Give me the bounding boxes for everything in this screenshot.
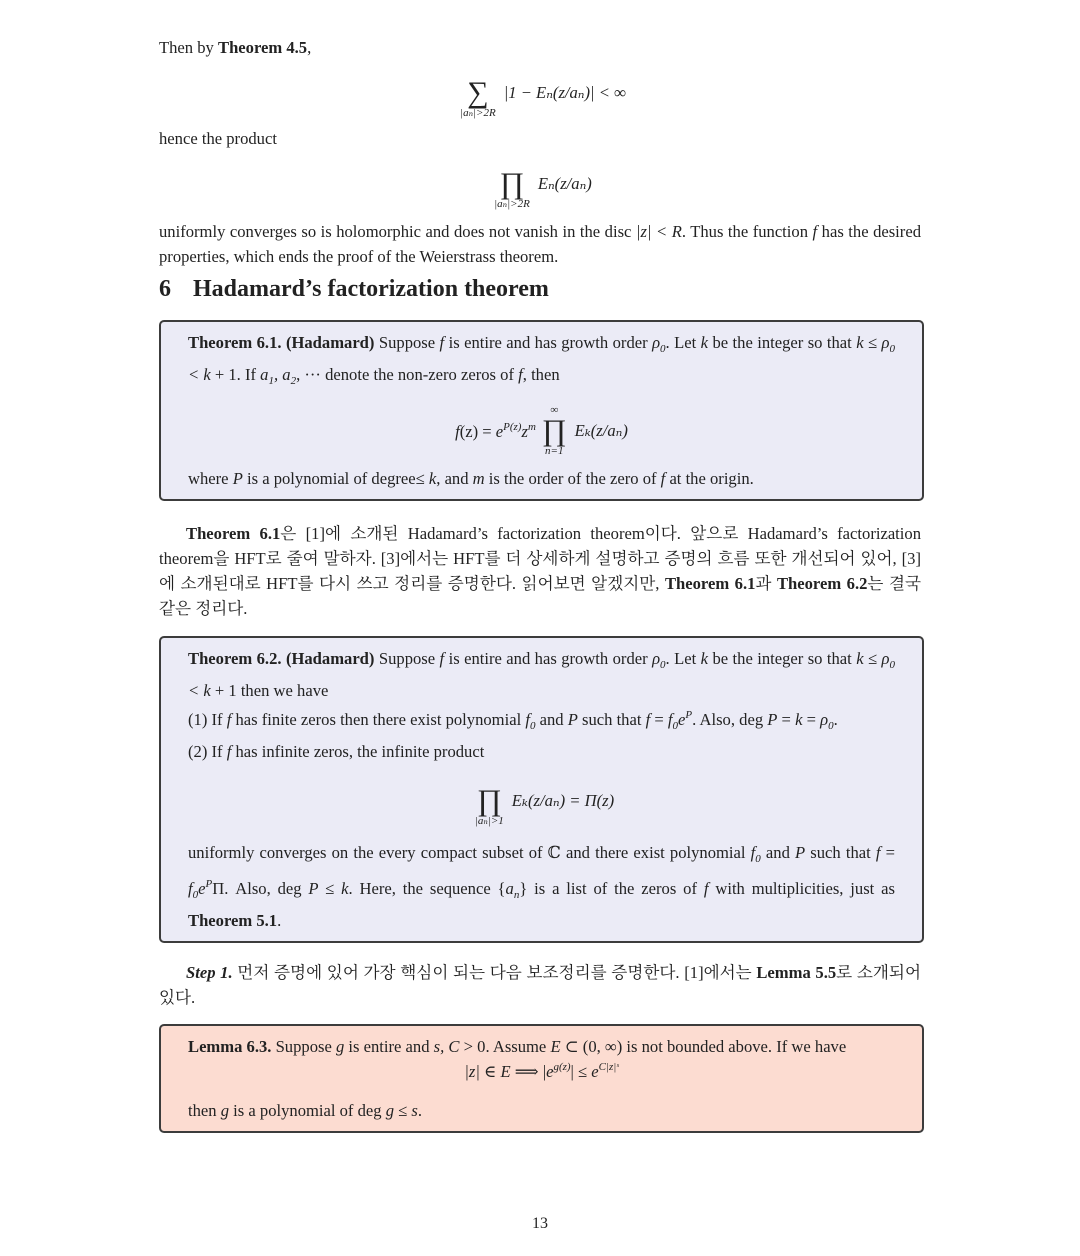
product-equation — [159, 157, 921, 211]
text-segment: (2) If — [188, 742, 227, 761]
operator-symbol: ∑ — [467, 76, 489, 109]
text-segment: is entire and has growth order — [444, 649, 653, 668]
text-segment: 로 소개되어 있다. — [159, 963, 921, 1007]
math-text: 0 — [529, 720, 536, 732]
theorem-6-1-equation — [188, 404, 895, 458]
text-segment: = — [802, 710, 821, 729]
text-segment: . Let — [665, 649, 701, 668]
math-text: < k — [188, 681, 211, 700]
text-segment: | ≤ — [570, 1062, 592, 1081]
theorem-6-1-conclusion — [188, 466, 895, 491]
math-text: P(z) — [503, 420, 522, 433]
text-segment: 는 결국 같은 정리다. — [159, 574, 922, 618]
math-text: k ≤ ρ — [856, 649, 890, 668]
intro-text-3 — [159, 219, 921, 269]
lemma-6-3-box — [159, 1024, 924, 1133]
text-segment: . Thus the function — [681, 222, 813, 241]
page-number: 13 — [532, 1215, 548, 1232]
lemma-6-3-implication — [464, 1061, 618, 1082]
text-segment: + 1. If — [210, 365, 261, 384]
math-text: k — [700, 333, 709, 352]
math-text: 0 — [889, 343, 896, 355]
math-text: n — [513, 889, 520, 901]
bold-text: Theorem 4.5 — [218, 38, 308, 57]
text-segment: . Also, deg — [692, 710, 768, 729]
equation-body: |1 − Eₙ(z/aₙ)| < ∞ — [503, 83, 626, 102]
section-title: Hadamard’s factorization theorem — [193, 276, 549, 302]
math-text: 0 — [660, 343, 666, 355]
lemma-6-3-statement — [188, 1034, 895, 1059]
math-text: a — [505, 879, 514, 898]
math-text: k ≤ ρ — [856, 333, 890, 352]
sum-equation — [159, 66, 921, 120]
math-text: |z| < R — [635, 222, 682, 241]
math-text: f — [518, 365, 523, 384]
math-text: e — [678, 710, 686, 729]
bold-text: Lemma 5.5 — [756, 963, 837, 982]
text-segment: } is a list of the zeros of — [519, 879, 704, 898]
text-segment: Suppose — [374, 649, 440, 668]
math-text: g — [335, 1037, 345, 1056]
math-text: 0 — [660, 659, 666, 671]
operator-limit-bottom: |aₙ|>2R — [494, 198, 530, 210]
math-text: m — [527, 420, 536, 433]
text-segment: ⊂ (0, ∞) is not bounded above. If we have — [560, 1037, 847, 1056]
bold-text: Theorem 6.1 — [664, 574, 756, 593]
bold-text: Theorem 5.1 — [188, 911, 278, 930]
theorem-6-2-case-2 — [188, 739, 895, 764]
product-operator — [494, 157, 530, 211]
math-text: 0 — [889, 659, 896, 671]
math-text: ρ — [652, 333, 661, 352]
text-segment: (1) If — [188, 710, 227, 729]
math-text: a — [260, 365, 269, 384]
text-segment: , and — [436, 469, 473, 488]
math-text: e — [495, 421, 504, 441]
math-text: P — [767, 710, 778, 729]
math-text: < k — [188, 365, 211, 384]
text-segment: has finite zeros then there exist polynomial — [231, 710, 526, 729]
math-text: e — [591, 1062, 599, 1081]
math-text: f — [455, 421, 460, 441]
operator-limit-bottom: n=1 — [545, 445, 564, 457]
text-segment: is a polynomial of degree≤ — [242, 469, 429, 488]
math-text: f — [645, 710, 651, 729]
text-segment: has infinite zeros, the infinite product — [231, 742, 485, 761]
theorem-6-2-box — [159, 636, 924, 943]
text-segment: be the integer so that — [708, 649, 857, 668]
text-segment: Suppose — [271, 1037, 336, 1056]
text-segment: Π. Also, deg — [212, 879, 309, 898]
operator-symbol: ∏ — [499, 167, 525, 200]
math-text: f — [439, 649, 445, 668]
text-segment: and — [535, 710, 568, 729]
text-segment: , then — [522, 365, 560, 384]
text-segment: Suppose — [374, 333, 440, 352]
text-segment: is entire and has growth order — [444, 333, 653, 352]
text-segment: is the order of the zero of — [484, 469, 661, 488]
operator-symbol: ∏ — [476, 784, 502, 817]
math-text: ρ — [652, 649, 661, 668]
math-text: , a — [273, 365, 291, 384]
math-text: e — [198, 879, 206, 898]
math-text: P — [232, 469, 243, 488]
equation-body: Eₖ(z/aₙ) = Π(z) — [511, 791, 615, 810]
korean-paragraph-block — [159, 521, 921, 621]
equation-body: Eₖ(z/aₙ) — [574, 421, 628, 440]
bold-text: Lemma 6.3. — [188, 1037, 272, 1056]
math-text: g — [220, 1101, 230, 1120]
lemma-6-3-conclusion — [188, 1098, 895, 1123]
theorem-6-2-conclusion — [188, 840, 895, 933]
text-segment: is a polynomial of deg — [229, 1101, 386, 1120]
math-text: z — [521, 421, 528, 441]
text-segment: . — [277, 911, 282, 930]
math-text: f — [812, 222, 818, 241]
math-text: 0 — [672, 720, 679, 732]
math-text: f — [525, 710, 530, 729]
math-text: g ≤ s — [385, 1101, 418, 1120]
equation-body: Eₙ(z/aₙ) — [537, 174, 592, 193]
text-segment: 먼저 증명에 있어 가장 핵심이 되는 다음 보조정리를 증명한다. [1]에서는 — [232, 963, 757, 982]
text-segment: such that — [805, 843, 876, 862]
math-text: s, C — [433, 1037, 460, 1056]
math-text: C|z|ˢ — [598, 1061, 619, 1073]
text-segment: 과 — [755, 574, 777, 593]
operator-symbol: ∏ — [541, 414, 567, 447]
text-segment: (z) = — [459, 421, 496, 441]
math-text: m — [472, 469, 485, 488]
bold-text: Step 1. — [186, 963, 233, 982]
math-text: f — [703, 879, 709, 898]
text-segment: 은 [1]에 소개된 Hadamard’s factorization theorem이다. 앞으로 Hadamard’s factorization theorem을 HFT로 줄여 말하자. [3]에서는 HFT를 더 상세하게 설명하고 증명의 흐름 또한 개선되어 있어, [3]에 소개된대로 HFT를 다시 쓰고 정리를 증명한다. 읽어보면 알겠지만, — [159, 524, 921, 593]
math-text: k — [795, 710, 803, 729]
math-text: P ≤ k — [308, 879, 349, 898]
math-text: P — [685, 709, 693, 721]
theorem-6-2-statement — [188, 646, 895, 703]
math-text: e — [546, 1062, 554, 1081]
math-text: P — [795, 843, 806, 862]
intro-text-2 — [159, 126, 921, 151]
text-segment: . Let — [665, 333, 701, 352]
text-segment: , — [307, 38, 312, 57]
math-text: 1 — [268, 375, 274, 387]
math-text: ρ — [820, 710, 829, 729]
math-text: f — [226, 742, 232, 761]
bold-text: Theorem 6.2 — [776, 574, 868, 593]
equation-lhs — [455, 421, 536, 442]
bold-text: Theorem 6.1 — [186, 524, 281, 543]
text-segment: has the desired properties, which ends the proof of the Weierstrass theorem. — [159, 222, 921, 266]
step-1-paragraph — [159, 960, 921, 1010]
theorem-6-2-equation — [188, 774, 895, 828]
text-segment: . — [833, 710, 838, 729]
math-text: 0 — [828, 720, 834, 732]
math-text: f — [660, 469, 666, 488]
text-segment: > 0. Assume — [459, 1037, 551, 1056]
text-segment: uniformly converges so is holomorphic and does not vanish in the disc — [159, 222, 636, 241]
section-heading — [159, 276, 549, 303]
lemma-6-3-equation — [188, 1061, 895, 1082]
text-segment: uniformly converges on the every compact subset of ℂ and there exist polynomial — [188, 843, 751, 862]
operator-limit-top: ∞ — [550, 404, 559, 416]
text-segment: where — [188, 469, 233, 488]
text-segment: Then by — [159, 38, 218, 57]
operator-limit-bottom: |aₙ|>1 — [474, 815, 504, 827]
text-segment: , ··· denote the non-zero zeros of — [296, 365, 519, 384]
step-1-block — [159, 960, 921, 1010]
text-segment: = — [880, 843, 895, 862]
korean-paragraph — [159, 521, 921, 621]
math-text: f — [750, 843, 756, 862]
text-segment: with multiplicities, just as — [708, 879, 895, 898]
math-text: P — [567, 710, 578, 729]
math-text: f — [667, 710, 673, 729]
text-segment: = — [650, 710, 668, 729]
text-segment: . Here, the sequence { — [348, 879, 506, 898]
math-text: f — [226, 710, 232, 729]
math-text: k — [700, 649, 709, 668]
text-segment: hence the product — [159, 129, 277, 148]
summation-operator — [460, 66, 496, 120]
product-operator — [542, 404, 567, 458]
math-text: |z| ∈ E — [464, 1062, 511, 1081]
text-segment: . — [417, 1101, 423, 1120]
math-text: f — [439, 333, 445, 352]
theorem-6-1-statement — [188, 330, 895, 394]
math-text: f — [188, 879, 193, 898]
product-operator — [475, 774, 504, 828]
math-text: k — [428, 469, 437, 488]
bold-text: Theorem 6.2. (Hadamard) — [188, 649, 375, 668]
math-text: 2 — [290, 375, 297, 387]
text-segment: is entire and — [344, 1037, 434, 1056]
text-segment: such that — [577, 710, 646, 729]
text-segment: at the origin. — [665, 469, 754, 488]
intro-block — [159, 35, 921, 269]
bold-text: Theorem 6.1. (Hadamard) — [188, 333, 375, 352]
text-segment: ⟹ | — [510, 1062, 547, 1081]
math-text: g(z) — [553, 1061, 571, 1073]
section-number: 6 — [159, 276, 171, 302]
text-segment: and — [760, 843, 796, 862]
math-text: P — [205, 878, 213, 890]
math-text: 0 — [755, 853, 761, 865]
math-text: E — [550, 1037, 561, 1056]
intro-text-1 — [159, 35, 921, 60]
operator-limit-bottom: |aₙ|>2R — [460, 107, 496, 119]
text-segment: then — [188, 1101, 221, 1120]
theorem-6-2-case-1 — [188, 703, 895, 739]
theorem-6-1-box — [159, 320, 924, 501]
math-text: f — [875, 843, 881, 862]
text-segment: = — [777, 710, 796, 729]
text-segment: + 1 then we have — [210, 681, 329, 700]
text-segment: be the integer so that — [708, 333, 857, 352]
math-text: 0 — [192, 889, 199, 901]
